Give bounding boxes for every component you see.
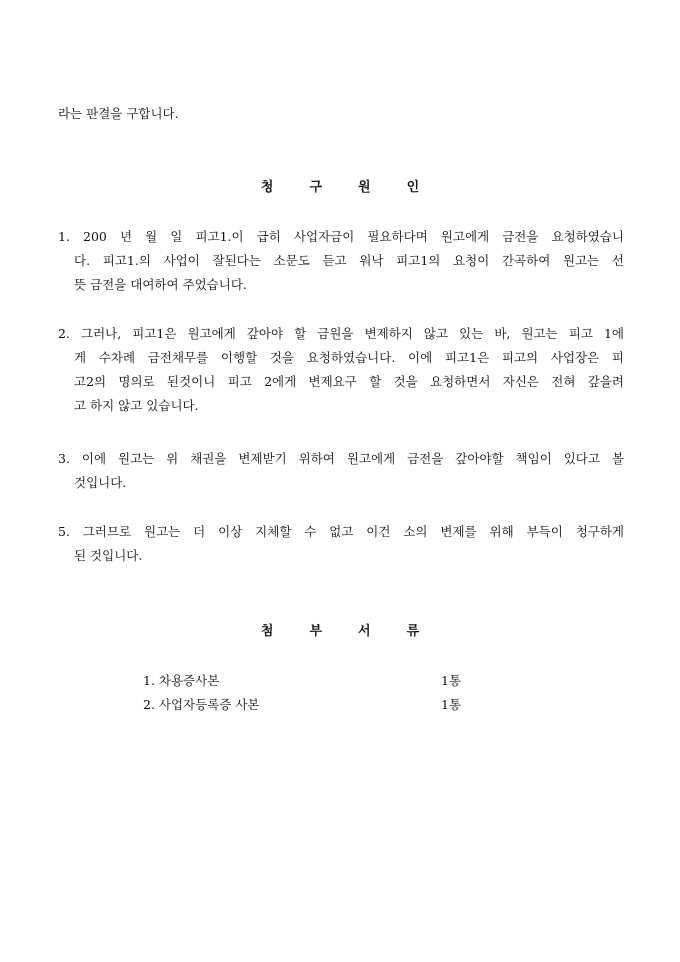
claim-item-1	[58, 229, 624, 301]
claim-line: 고2의 명의로 된것이니 피고 2에게 변제요구 할 것을 요청하면서 자신은 전혀 갚을려	[74, 374, 624, 389]
claim-line: 뜻 금전을 대여하여 주었습니다.	[74, 277, 247, 292]
claim-line: 3. 이에 원고는 위 채권을 변제받기 위하여 원고에게 금전을 갚아야할 책임이 있다고 볼	[58, 451, 624, 466]
title-char: 인	[406, 180, 420, 195]
claim-line: 된 것입니다.	[74, 548, 143, 563]
section-title-claim-cause	[0, 180, 680, 196]
title-char: 원	[358, 180, 371, 195]
attachment-qty: 1통	[441, 673, 462, 688]
claim-line: 것입니다.	[74, 475, 127, 490]
claim-line: 게 수차례 금전채무를 이행할 것을 요청하였습니다. 이에 피고1은 피고의 사업장은 피	[74, 350, 624, 365]
claim-line: 1. 200 년 월 일 피고1.이 급히 사업자금이 필요하다며 원고에게 금전을 요청하였습니	[58, 229, 624, 244]
title-char: 부	[309, 624, 322, 639]
intro-line: 라는 판결을 구합니다.	[58, 106, 179, 121]
attachment-label: 1. 차용증사본	[143, 673, 220, 688]
title-char: 서	[358, 624, 371, 639]
claim-item-5	[58, 524, 624, 572]
title-char: 류	[406, 624, 420, 639]
claim-line: 다. 피고1.의 사업이 잘된다는 소문도 듣고 워낙 피고1의 요청이 간곡하여 원고는 선	[74, 253, 624, 268]
claim-item-3	[58, 451, 624, 499]
title-char: 구	[309, 180, 322, 195]
attachment-label: 2. 사업자등록증 사본	[143, 697, 260, 712]
claim-line: 2. 그러나, 피고1은 원고에게 갚아야 할 금원을 변제하지 않고 있는 바, 원고는 피고 1에	[58, 326, 624, 341]
claim-line: 고 하지 않고 있습니다.	[74, 398, 199, 413]
claim-line: 5. 그러므로 원고는 더 이상 지체할 수 없고 이건 소의 변제를 위해 부득이 청구하게	[58, 524, 624, 539]
claim-item-2	[58, 326, 624, 422]
section-title-attachments	[0, 624, 680, 640]
title-char: 청	[260, 180, 274, 195]
attachment-qty: 1통	[441, 697, 462, 712]
title-char: 첨	[260, 624, 274, 639]
